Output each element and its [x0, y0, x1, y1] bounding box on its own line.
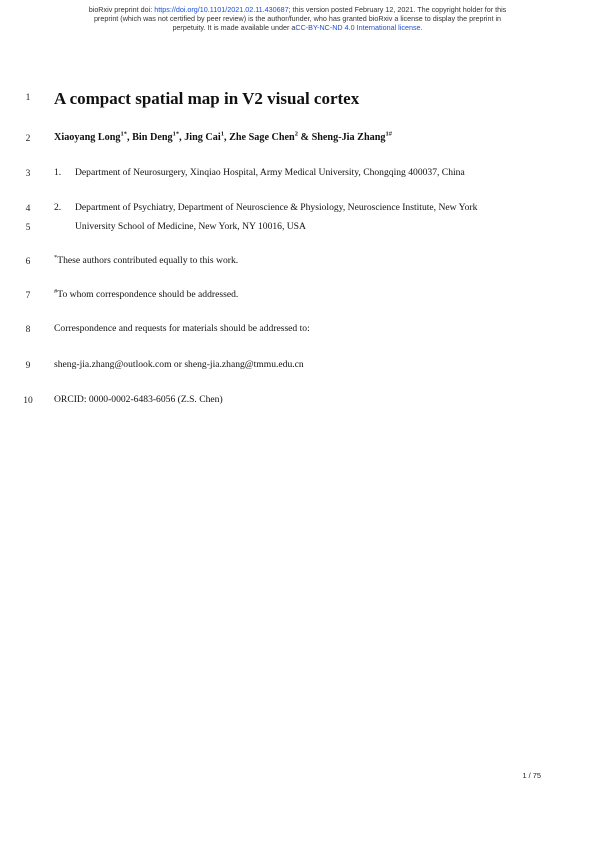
line-number: 5	[25, 223, 31, 233]
corresponding-author-note: #To whom correspondence should be addressed.	[54, 287, 239, 300]
line-number: 3	[25, 169, 31, 179]
line-number: 2	[25, 134, 31, 144]
author-affiliation-mark: 1*	[120, 130, 128, 138]
author-affiliation-mark: 2	[294, 130, 298, 138]
preprint-header	[40, 5, 555, 33]
line-number: 9	[25, 361, 31, 371]
license-link[interactable]: CC-BY-NC-ND 4.0 International license	[295, 23, 421, 33]
header-line-1: bioRxiv preprint doi: https://doi.org/10.1101/2021.02.11.430687; this version posted February 12, 2021. The copyright holder for this	[88, 5, 507, 14]
page-number: 1 / 75	[522, 771, 541, 780]
asterisk-mark: *	[54, 253, 58, 261]
equal-contribution-note: *These authors contributed equally to this work.	[54, 253, 239, 266]
author-name: Zhe Sage Chen	[229, 132, 295, 143]
orcid: ORCID: 0000-0002-6483-6056 (Z.S. Chen)	[54, 394, 223, 405]
author-affiliation-mark: 1*	[172, 130, 180, 138]
author-affiliation-mark: 1	[220, 130, 224, 138]
author-name: Jing Cai	[184, 132, 221, 143]
affiliation-number: 1.	[54, 167, 62, 178]
author-name: Bin Deng	[132, 132, 173, 143]
affiliation-2-continued: University School of Medicine, New York, NY 10016, USA	[75, 221, 306, 232]
paper-title: A compact spatial map in V2 visual cortex	[54, 89, 360, 108]
line-number: 7	[25, 291, 31, 301]
header-line-3: perpetuity. It is made available under aCC-BY-NC-ND 4.0 International license.	[172, 23, 423, 33]
line-number: 1	[25, 93, 31, 103]
affiliation-2	[54, 202, 477, 214]
author-name: Sheng-Jia Zhang	[311, 132, 386, 143]
correspondence-requests: Correspondence and requests for materials should be addressed to:	[54, 323, 310, 334]
hash-mark: #	[54, 287, 58, 295]
line-number: 6	[25, 257, 31, 267]
author-list: Xiaoyang Long$^{1*}$, Bin Deng$^{1*}$, Jing Cai$^1$, Zhe Sage Chen$^2$ & Sheng-Jia Zhang$^{1\#}$	[54, 130, 392, 143]
doi-link[interactable]: https://doi.org/10.1101/2021.02.11.430687	[154, 5, 289, 14]
line-number: 4	[25, 204, 31, 214]
author-affiliation-mark: 1#	[385, 130, 392, 138]
contact-emails: sheng-jia.zhang@outlook.com or sheng-jia.zhang@tmmu.edu.cn	[54, 359, 304, 370]
affiliation-1	[54, 167, 465, 179]
affiliation-text: Department of Neurosurgery, Xinqiao Hospital, Army Medical University, Chongqing 400037, China	[75, 167, 465, 178]
author-name: Xiaoyang Long	[54, 132, 121, 143]
affiliation-text: Department of Psychiatry, Department of Neuroscience & Physiology, Neuroscience Institute, New York	[75, 202, 478, 213]
line-number: 8	[25, 325, 31, 335]
affiliation-number: 2.	[54, 202, 62, 213]
header-line-2: preprint (which was not certified by peer review) is the author/funder, who has granted bioRxiv a license to display the preprint in	[93, 14, 502, 24]
line-number: 10	[23, 396, 33, 406]
